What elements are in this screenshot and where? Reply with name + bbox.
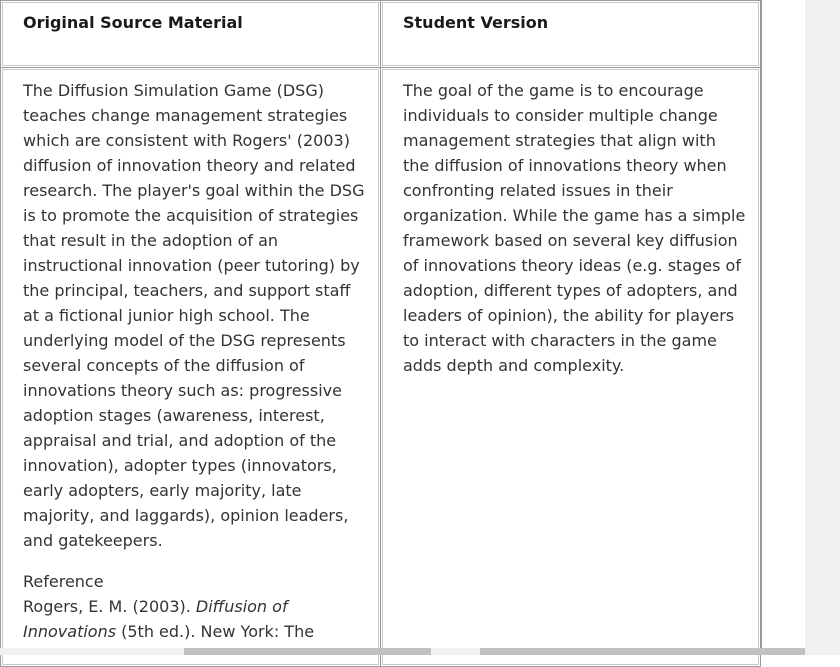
- reference-rest: (5th ed.). New York: The: [116, 622, 315, 641]
- header-cell-student: [380, 0, 761, 68]
- header-original-label: Original Source Material: [23, 13, 243, 32]
- reference-author: Rogers, E. M. (2003).: [23, 597, 196, 616]
- student-version-text: [403, 78, 746, 394]
- horizontal-scrollbar-thumb[interactable]: [184, 648, 431, 655]
- student-version-cell: [380, 67, 761, 667]
- original-source-text: [23, 78, 366, 644]
- student-paragraph: The goal of the game is to encourage individuals to consider multiple change management strategies that align with the diffusion of innovations theory when confronting related issues in their organization. While the game has a simple framework based on several key diffusion of innovations theory ideas (e.g. stages of adoption, different types of adopters, and leaders of opinion), the ability for players to interact with characters in the game adds depth and complexity.: [403, 81, 746, 375]
- original-source-cell: [0, 67, 381, 667]
- header-student-label: Student Version: [403, 13, 549, 32]
- header-cell-original: [0, 0, 381, 68]
- horizontal-scrollbar-thumb-secondary[interactable]: [480, 648, 805, 655]
- vertical-scrollbar-area[interactable]: [805, 0, 840, 655]
- reference-label: Reference: [23, 572, 104, 591]
- reference-block: [23, 569, 366, 644]
- original-paragraph: The Diffusion Simulation Game (DSG) teaches change management strategies which are consistent with Rogers' (2003) diffusion of innovation theory and related research. The player's goal within the DSG is to promote the acquisition of strategies that result in the adoption of an instructional innovation (peer tutoring) by the principal, teachers, and support staff at a fictional junior high school. The underlying model of the DSG represents several concepts of the diffusion of innovations theory such as: progressive adoption stages (awareness, interest, appraisal and trial, and adoption of the innovation), adopter types (innovators, early adopters, early majority, late majority, and laggards), opinion leaders, and gatekeepers.: [23, 81, 365, 550]
- reference-citation: [23, 594, 366, 644]
- reference-title: Diffusion of Innovations: [23, 597, 288, 641]
